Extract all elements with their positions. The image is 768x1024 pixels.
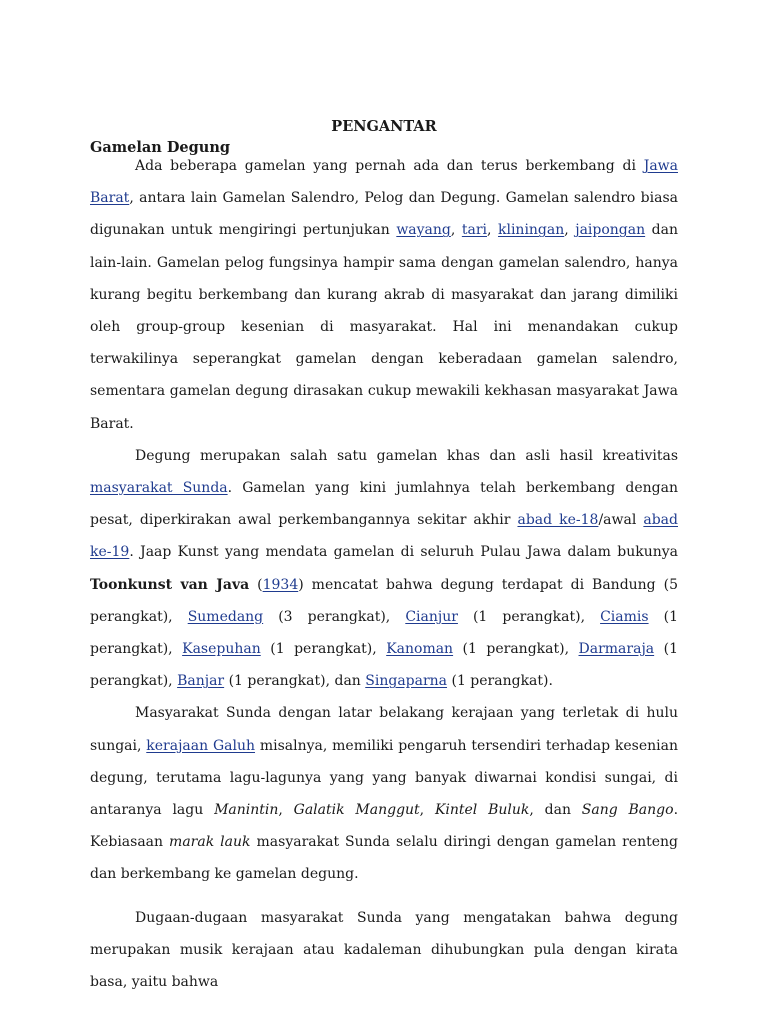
link-abad-ke-19[interactable]: abad ke-19 — [90, 512, 678, 561]
text: (1 perangkat), — [453, 641, 579, 658]
section-heading: Gamelan Degung — [90, 139, 231, 156]
text: (1 perangkat), — [457, 608, 601, 625]
link-kliningan[interactable]: kliningan — [497, 222, 565, 239]
page-title: PENGANTAR — [331, 118, 437, 135]
link-singaparna[interactable]: Singaparna — [365, 673, 448, 690]
link-jawa-barat[interactable]: Jawa Barat — [90, 158, 678, 207]
text: /awal — [598, 512, 644, 529]
link-kerajaan-galuh[interactable]: kerajaan Galuh — [146, 737, 256, 754]
text: Masyarakat Sunda dengan latar belakang kerajaan yang terletak di hulu sungai, — [90, 705, 678, 754]
text: dan lain-lain. Gamelan pelog fungsinya hampir sama dengan gamelan salendro, hanya kurang begitu berkembang dan kurang akrab di masyarakat dan jarang dimiliki oleh group-group kesenian di masyarakat. Hal ini menandakan cukup terwakilinya seperangkat gamelan dengan keberadaan gamelan salendro, sementara gamelan degung dirasakan cukup mewakili kekhasan masyarakat Jawa Barat. — [90, 222, 678, 432]
paragraph-1 — [90, 150, 678, 440]
song-title: Kintel Buluk — [434, 802, 530, 819]
text: (1 perangkat), — [90, 641, 678, 690]
paragraph-2 — [90, 440, 678, 698]
paragraph-3 — [90, 697, 678, 890]
text: . Gamelan yang kini jumlahnya telah berkembang dengan pesat, diperkirakan awal perkembangannya sekitar akhir — [90, 480, 678, 529]
link-1934[interactable]: 1934 — [262, 576, 299, 593]
book-title: Toonkunst van Java — [90, 576, 250, 593]
link-tari[interactable]: tari — [461, 222, 488, 239]
link-banjar[interactable]: Banjar — [177, 673, 225, 690]
text: , — [278, 802, 294, 819]
text: masyarakat Sunda selalu diringi dengan gamelan renteng dan berkembang ke gamelan degung. — [90, 834, 678, 883]
song-title: Sang Bango — [581, 802, 674, 819]
link-darmaraja[interactable]: Darmaraja — [578, 641, 655, 658]
text: (1 perangkat). — [447, 673, 553, 690]
text: , — [419, 802, 435, 819]
text: (3 perangkat), — [263, 608, 406, 625]
text: (1 perangkat), — [260, 641, 387, 658]
text: Degung merupakan salah satu gamelan khas dan asli hasil kreativitas — [135, 447, 678, 464]
song-title: Galatik Manggut — [293, 802, 420, 819]
text: Dugaan-dugaan masyarakat Sunda yang mengatakan bahwa degung merupakan musik kerajaan atau kadaleman dihubungkan pula dengan kirata basa, yaitu bahwa — [90, 909, 678, 991]
link-abad-ke-18[interactable]: abad ke-18 — [517, 512, 599, 529]
text: ) mencatat bahwa degung terdapat di Bandung (5 perangkat), — [90, 576, 678, 625]
link-masyarakat-sunda[interactable]: masyarakat Sunda — [90, 480, 228, 497]
document-body — [90, 150, 678, 998]
text: , — [450, 222, 462, 239]
link-ciamis[interactable]: Ciamis — [600, 608, 649, 625]
text: misalnya, memiliki pengaruh tersendiri terhadap kesenian degung, terutama lagu-lagunya yang yang banyak diwarnai kondisi sungai, di antaranya lagu — [90, 737, 678, 819]
link-kanoman[interactable]: Kanoman — [386, 641, 454, 658]
text: , antara lain Gamelan Salendro, Pelog dan Degung. Gamelan salendro biasa digunakan untuk mengiringi pertunjukan — [90, 190, 678, 239]
text: , — [564, 222, 576, 239]
tradition-term: marak lauk — [169, 834, 251, 851]
text: , — [487, 222, 498, 239]
link-wayang[interactable]: wayang — [396, 222, 451, 239]
text: (1 perangkat), — [90, 608, 678, 658]
text: Ada beberapa gamelan yang pernah ada dan terus berkembang di — [135, 158, 644, 174]
text: ( — [249, 576, 263, 593]
link-sumedang[interactable]: Sumedang — [187, 608, 264, 625]
link-kasepuhan[interactable]: Kasepuhan — [182, 641, 261, 658]
text: . Kebiasaan — [90, 802, 679, 851]
paragraph-4 — [90, 902, 678, 999]
text: , dan — [529, 802, 582, 819]
text: . Jaap Kunst yang mendata gamelan di seluruh Pulau Jawa dalam bukunya — [129, 544, 678, 561]
link-jaipongan[interactable]: jaipongan — [575, 222, 646, 239]
link-cianjur[interactable]: Cianjur — [405, 608, 458, 625]
text: (1 perangkat), dan — [224, 673, 366, 690]
song-title: Manintin — [214, 802, 279, 819]
